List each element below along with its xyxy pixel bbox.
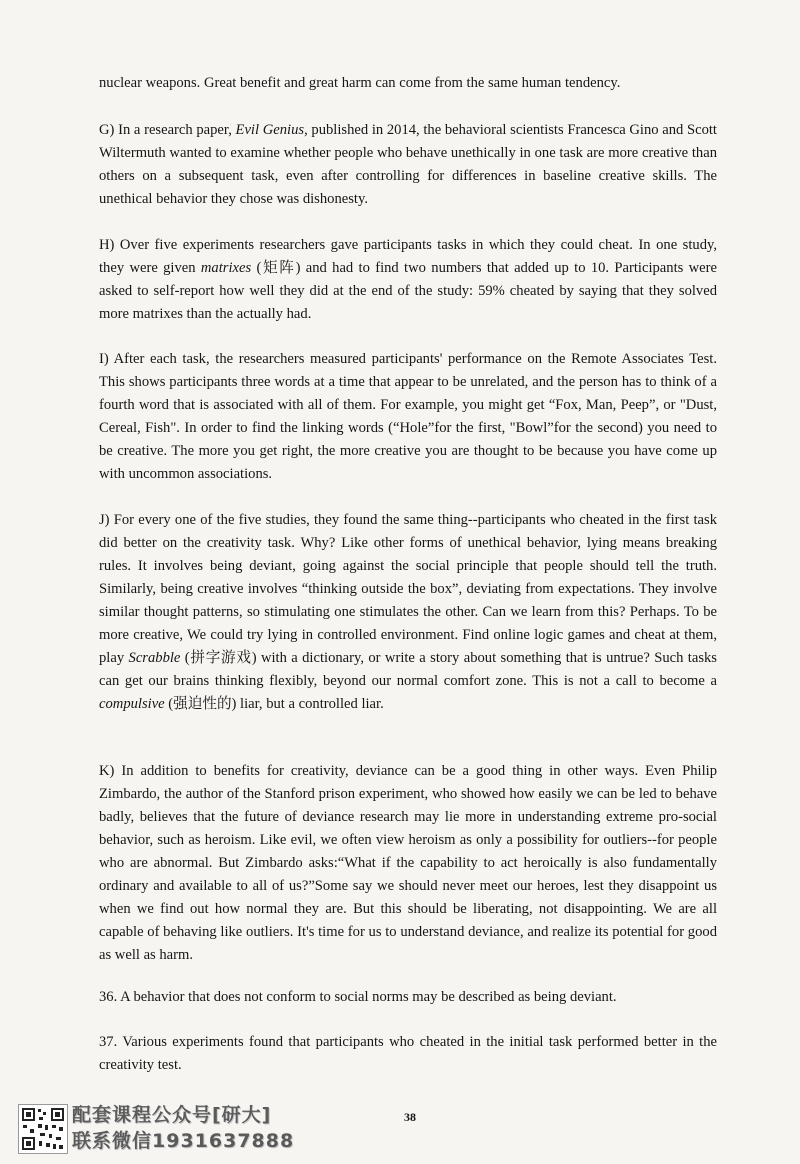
paragraph-text: G) In a research paper, (99, 122, 236, 138)
italic-term: matrixes (200, 260, 252, 276)
promo-line-1: 配套课程公众号[研大] (72, 1104, 272, 1126)
promo-footer (18, 1104, 318, 1160)
paragraph-k (99, 760, 717, 967)
paragraph-h (99, 234, 717, 326)
paper-title: Evil Genius (235, 122, 305, 138)
italic-term: compulsive (99, 696, 165, 712)
paragraph-text: (矩阵) and had to find two numbers that added up to 10. Participants were asked to self-report how well they did at the end of the study: 59% cheated by saying that they solved more matrixes than the actually had. (99, 260, 717, 322)
paragraph-text: I) After each task, the researchers measured participants' performance on the Remote Associates Test. This shows participants three words at a time that appear to be unrelated, and the person has to think of a fourth word that is associated with all of them. For example, you might get “Fox, Man, Peep”, or "Dust, Cereal, Fish". In order to find the linking words (“Hole”for the first, "Bowl”for the second) you need to be creative. The more you get right, the more creative you are thought to be because you have come up with uncommon associations. (99, 351, 717, 482)
paragraph-g (99, 119, 717, 211)
page-number: 38 (404, 1110, 416, 1124)
paragraph-text: (拼字游戏) with a dictionary, or write a story about something that is untrue? Such tasks can get our brains thinking flexibly, beyond our normal comfort zone. This is not a call to become a (99, 650, 717, 689)
paragraph-text: K) In addition to benefits for creativity, deviance can be a good thing in other ways. Even Philip Zimbardo, the author of the Stanford prison experiment, who showed how easily we can be led to behave badly, believes that the future of deviance research may lie more in understanding extreme pro-social behavior, such as heroism. Like evil, we often view heroism as only a possibility for outliers--for people who are abnormal. But Zimbardo asks:“What if the capability to act heroically is also fundamentally ordinary and available to all of us?”Some say we should never meet our heroes, lest they disappoint us when we find out how normal they are. But this should be liberating, not disappointing. We are all capable of behaving like outliers. It's time for us to understand deviance, and realize its potential for good as well as harm. (99, 763, 717, 963)
question-text: 36. A behavior that does not conform to social norms may be described as being deviant. (99, 989, 617, 1005)
paragraph-text: H) Over five experiments researchers gave participants tasks in which they could cheat. In one study, they were given (99, 237, 717, 276)
paragraph-j (99, 509, 717, 716)
paragraph-intro-tail (99, 72, 717, 95)
paragraph-text: J) For every one of the five studies, they found the same thing--participants who cheated in the first task did better on the creativity task. Why? Like other forms of unethical behavior, lying means breaking rules. It involves being deviant, going against the social principle that people should tell the truth. Similarly, being creative involves “thinking outside the box”, deviating from expectations. They involve similar thought patterns, so stimulating one stimulates the other. Can we learn from this? Perhaps. To be more creative, We could try lying in controlled environment. Find online logic games and cheat at them, play (99, 512, 717, 666)
italic-term: Scrabble (128, 650, 181, 666)
promo-line-2: 联系微信1931637888 (72, 1130, 295, 1152)
paragraph-text: , published in 2014, the behavioral scientists Francesca Gino and Scott Wiltermuth wanted to examine whether people who behave unethically in one task are more creative than others on a subsequent task, even after controlling for differences in baseline creative skills. The unethical behavior they chose was dishonesty. (99, 122, 717, 207)
paragraph-text: nuclear weapons. Great benefit and great harm can come from the same human tendency. (99, 75, 621, 91)
question-text: 37. Various experiments found that participants who cheated in the initial task performed better in the creativity test. (99, 1034, 717, 1073)
question-37 (99, 1031, 717, 1077)
paragraph-text: (强迫性的) liar, but a controlled liar. (164, 696, 384, 712)
question-36 (99, 986, 717, 1009)
qr-code-icon (18, 1104, 68, 1154)
paragraph-i (99, 348, 717, 486)
